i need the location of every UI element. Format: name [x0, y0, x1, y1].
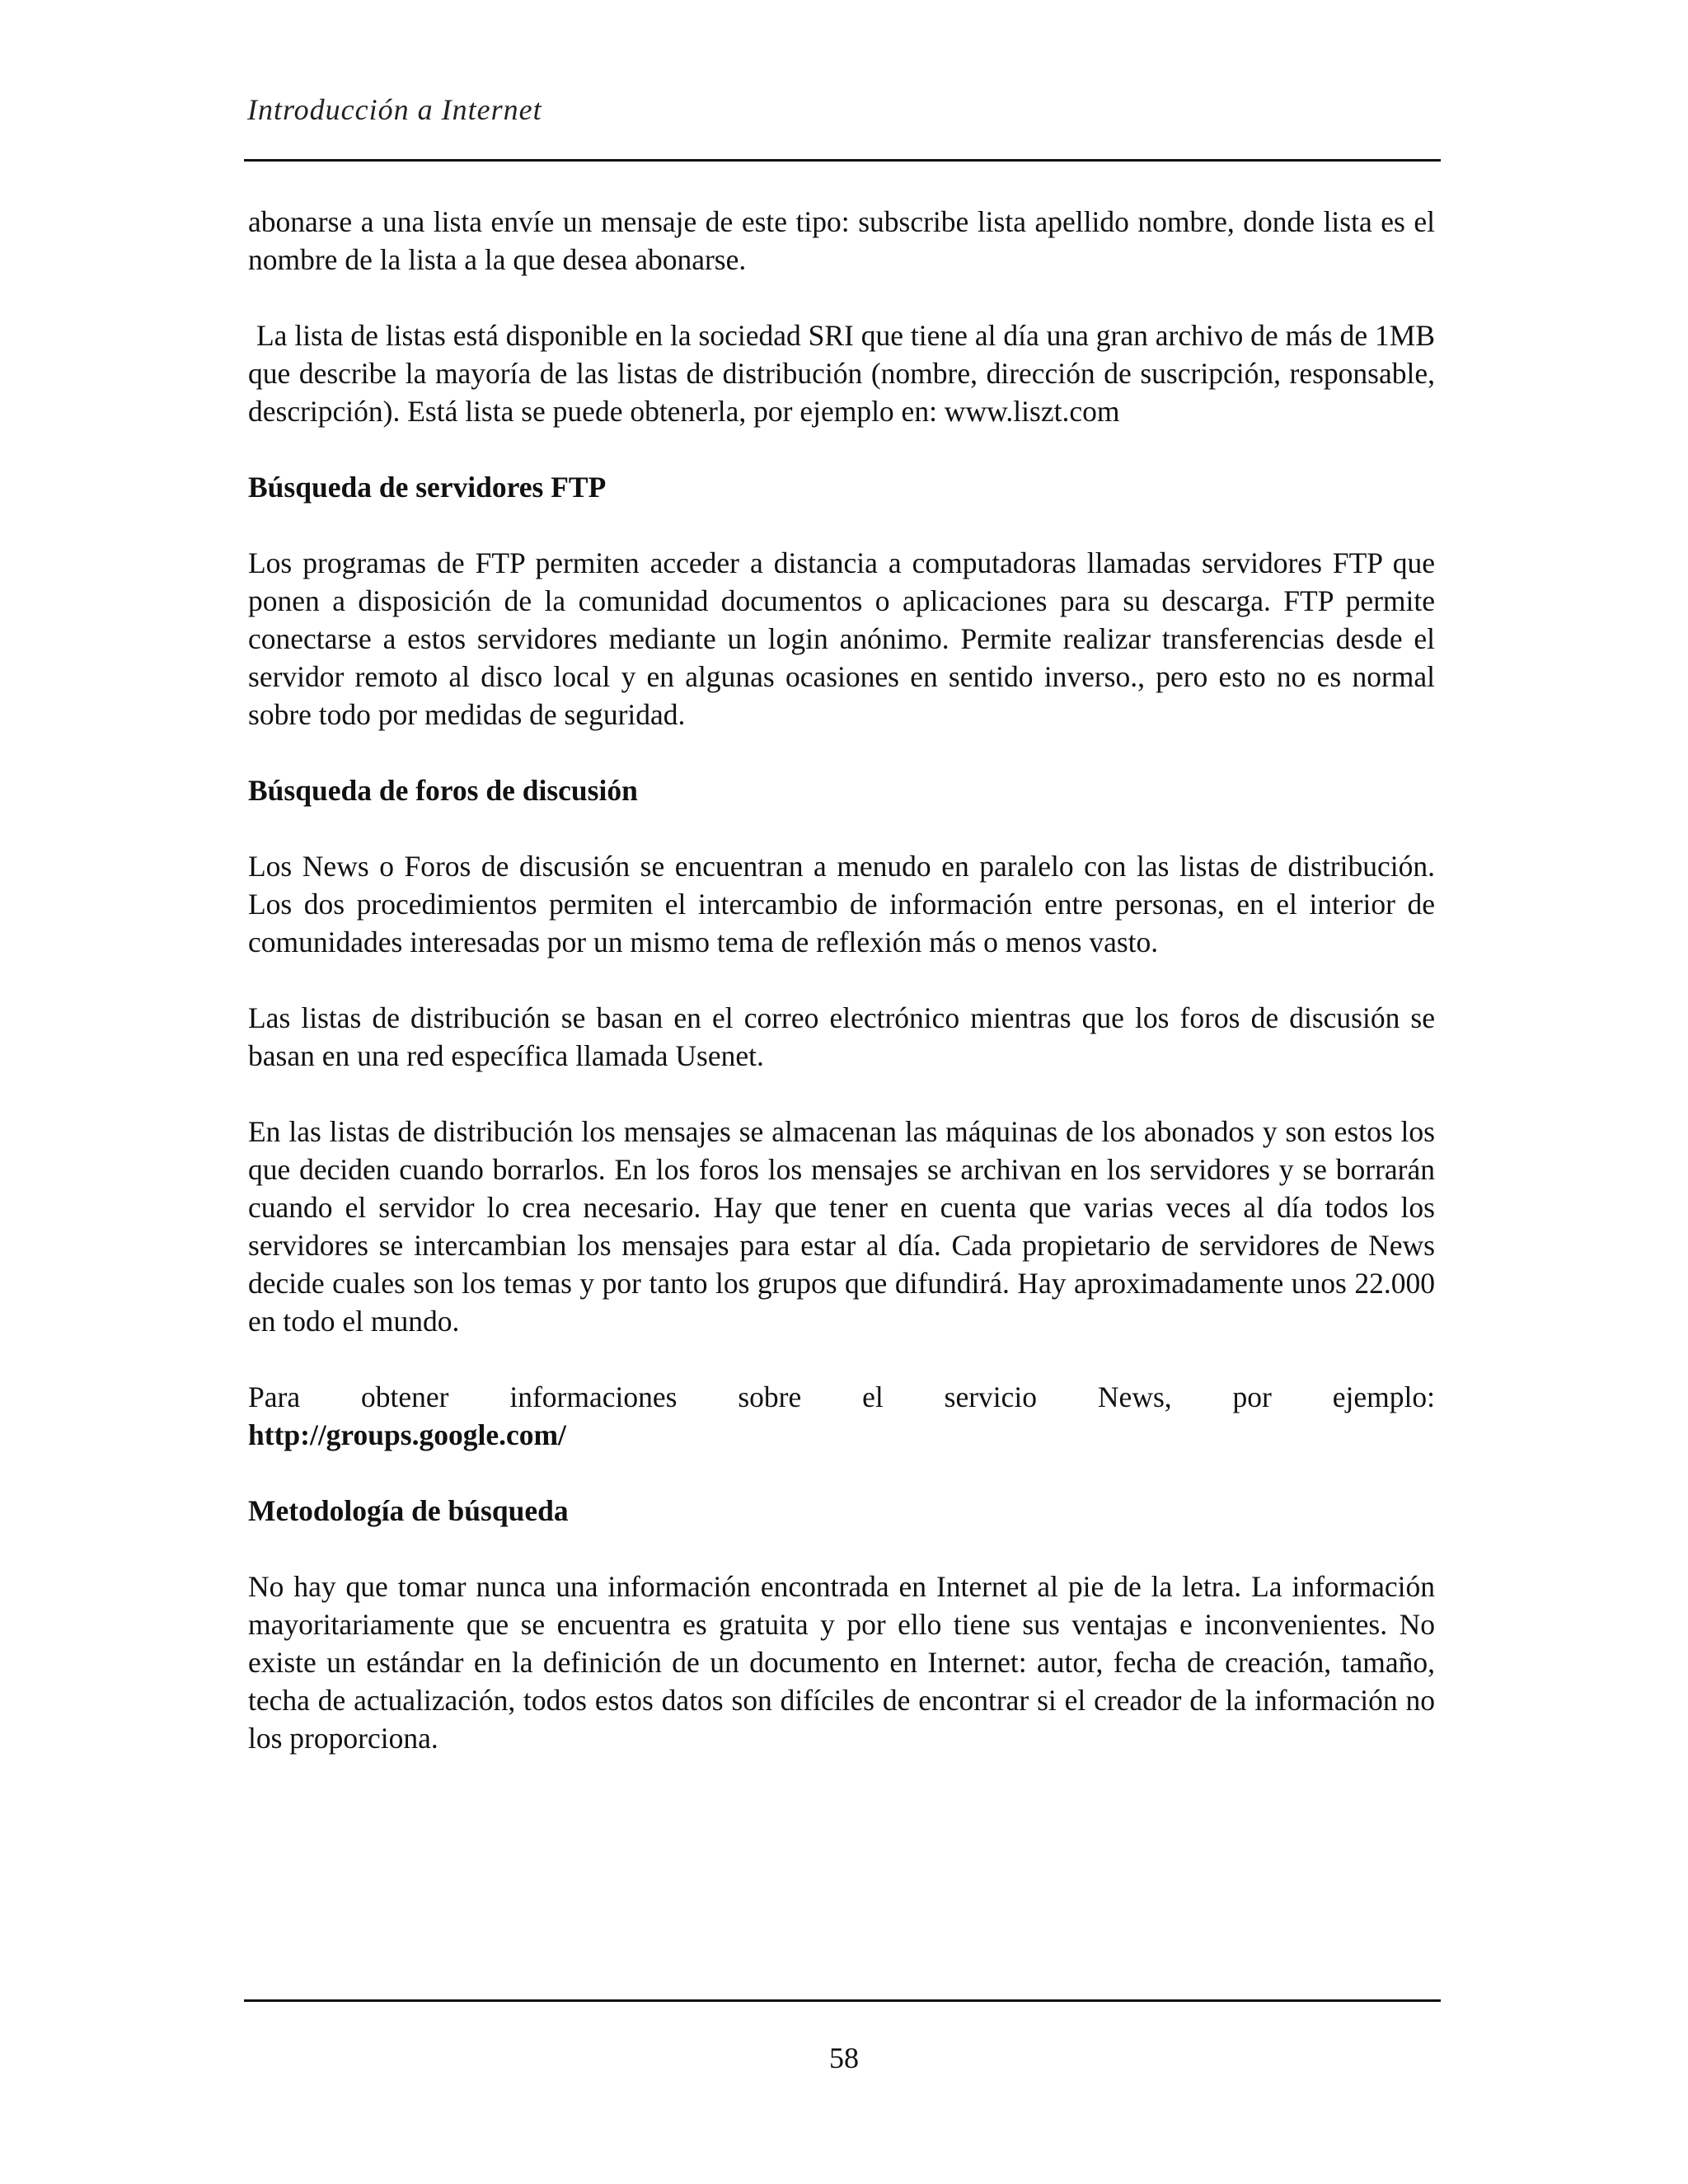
paragraph-list-of-lists: La lista de listas está disponible en la sociedad SRI que tiene al día una gran archivo de más de 1MB que describe la mayoría de las listas de distribución (nombre, dirección de suscripción, responsable, descripción). Está lista se puede obtenerla, por ejemplo en: www.liszt.com	[248, 319, 1435, 428]
paragraph-news-forums: Los News o Foros de discusión se encuentran a menudo en paralelo con las listas de distribución. Los dos procedimientos permiten el intercambio de información entre personas, en el interior de comunidades interesadas por un mismo tema de reflexión más o menos vasto.	[248, 850, 1435, 958]
header-rule	[244, 159, 1441, 162]
paragraph-news-info	[248, 1378, 1435, 1454]
heading-search-methodology: Metodología de búsqueda	[248, 1494, 569, 1527]
footer-rule	[244, 1999, 1441, 2002]
paragraph-methodology: No hay que tomar nunca una información encontrada en Internet al pie de la letra. La información mayoritariamente que se encuentra es gratuita y por ello tiene sus ventajas e inconvenientes. No existe un estándar en la definición de un documento en Internet: autor, fecha de creación, tamaño, techa de actualización, todos estos datos son difíciles de encontrar si el creador de la información no los proporciona.	[248, 1570, 1435, 1755]
paragraph-ftp: Los programas de FTP permiten acceder a distancia a computadoras llamadas servidores FTP que ponen a disposición de la comunidad documentos o aplicaciones para su descarga. FTP permite conectarse a estos servidores mediante un login anónimo. Permite realizar transferencias desde el servidor remoto al disco local y en algunas ocasiones en sentido inverso., pero esto no es normal sobre todo por medidas de seguridad.	[248, 546, 1435, 731]
paragraph-message-storage: En las listas de distribución los mensajes se almacenan las máquinas de los abonados y son estos los que deciden cuando borrarlos. En los foros los mensajes se archivan en los servidores y se borrarán cuando el servidor lo crea necesario. Hay que tener en cuenta que varias veces al día todos los servidores se intercambian los mensajes para estar al día. Cada propietario de servidores de News decide cuales son los temas y por tanto los grupos que difundirá. Hay aproximadamente unos 22.000 en todo el mundo.	[248, 1115, 1435, 1338]
heading-forum-search: Búsqueda de foros de discusión	[248, 774, 638, 807]
paragraph-subscribe: abonarse a una lista envíe un mensaje de este tipo: subscribe lista apellido nombre, donde lista es el nombre de la lista a la que desea abonarse.	[248, 205, 1435, 276]
paragraph-usenet: Las listas de distribución se basan en el correo electrónico mientras que los foros de discusión se basan en una red específica llamada Usenet.	[248, 1001, 1435, 1072]
body-text	[248, 203, 1435, 1795]
running-header: Introducción a Internet	[247, 93, 542, 126]
google-groups-link[interactable]: http://groups.google.com/	[248, 1418, 566, 1451]
heading-ftp-search: Búsqueda de servidores FTP	[248, 471, 607, 504]
news-info-text: Para obtener informaciones sobre el servicio News, por ejemplo:	[248, 1380, 1435, 1413]
page-number: 58	[829, 2041, 859, 2074]
